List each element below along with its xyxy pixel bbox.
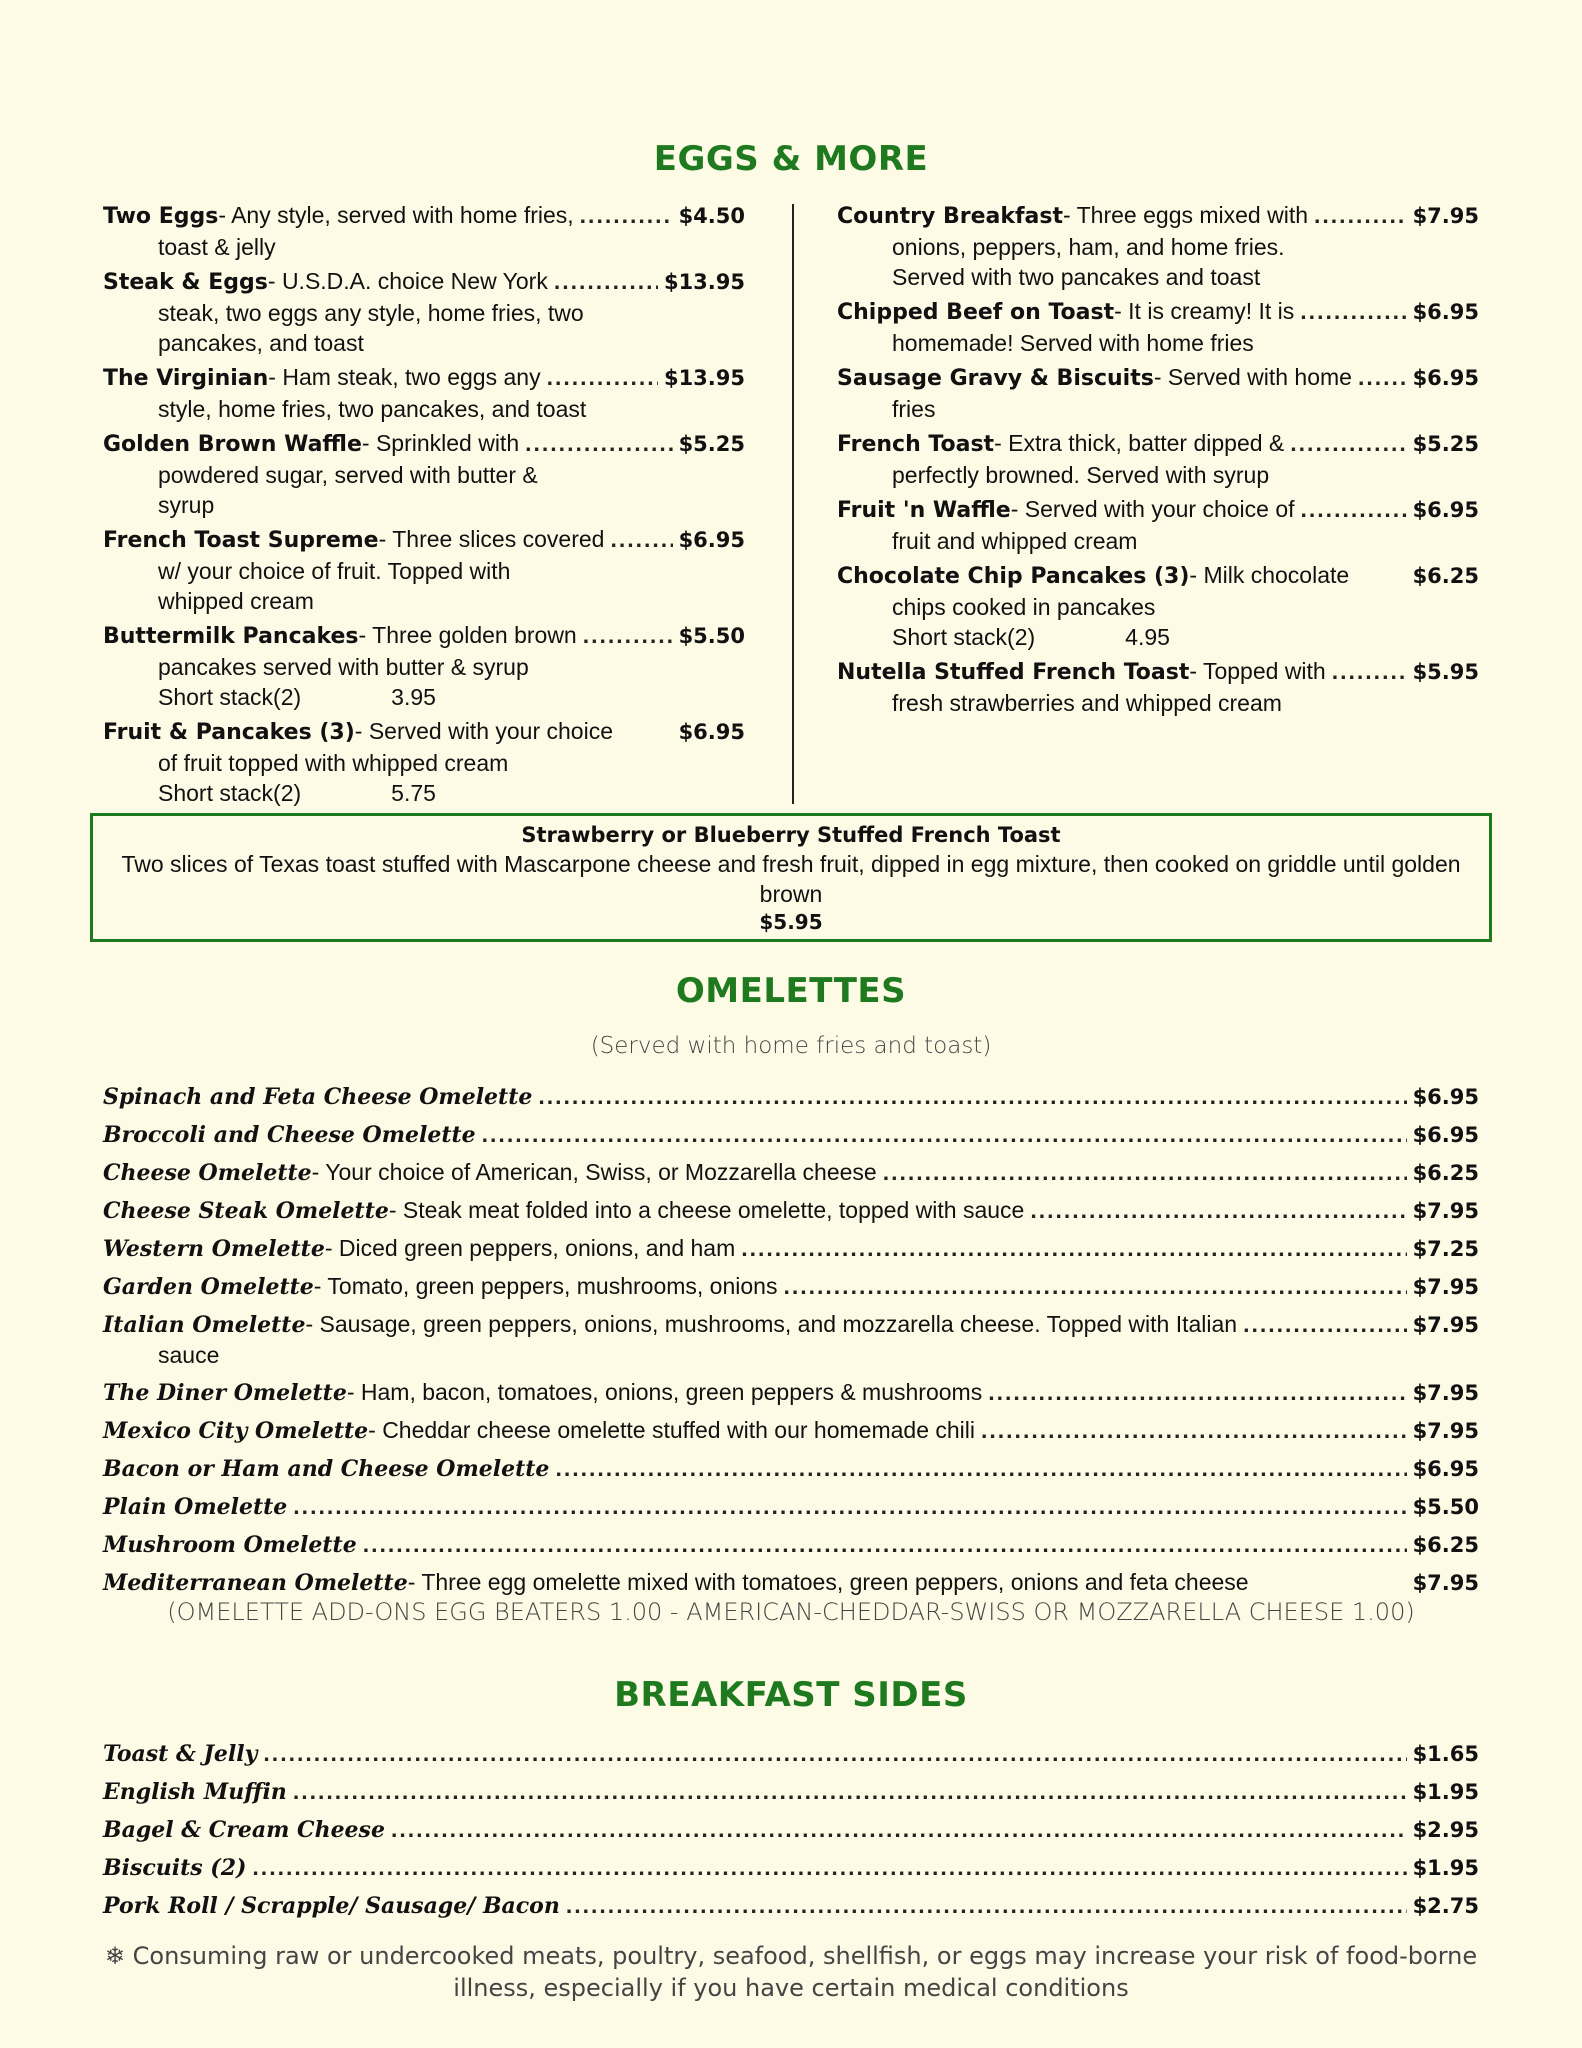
menu-item-name: Sausage Gravy & Biscuits — [837, 366, 1154, 391]
menu-item-description: - Served with your choice of — [1010, 496, 1295, 522]
menu-item-description-cont: syrup — [158, 492, 215, 518]
dot-leader — [741, 1233, 1406, 1263]
menu-item — [837, 428, 1479, 490]
featured-item-price: $5.95 — [759, 910, 823, 934]
omelette-description: - Your choice of American, Swiss, or Mozzarella cheese — [311, 1159, 877, 1185]
omelette-item — [103, 1309, 1479, 1370]
column-divider — [792, 204, 794, 804]
dot-leader — [988, 1377, 1406, 1407]
side-price: $2.95 — [1412, 1818, 1479, 1842]
dot-leader — [1301, 494, 1407, 524]
menu-item-description-cont: homemade! Served with home fries — [892, 330, 1254, 356]
dot-leader — [783, 1271, 1406, 1301]
omelette-item — [103, 1119, 1479, 1150]
menu-item-description: - Three golden brown — [358, 622, 577, 648]
menu-item-description: - Topped with — [1189, 658, 1326, 684]
omelette-price: $5.50 — [1412, 1495, 1479, 1519]
side-name: Biscuits (2) — [103, 1855, 247, 1881]
side-item — [103, 1852, 1479, 1883]
side-price: $2.75 — [1412, 1894, 1479, 1918]
menu-item-name: French Toast Supreme — [103, 528, 379, 553]
menu-item-name: Steak & Eggs — [103, 270, 268, 295]
menu-item-description-cont: onions, peppers, ham, and home fries. — [892, 234, 1285, 260]
menu-item-line — [103, 362, 745, 394]
omelette-name: Cheese Omelette — [103, 1160, 312, 1186]
menu-item-name: French Toast — [837, 432, 995, 457]
omelette-item-line — [103, 1415, 1479, 1446]
short-stack-line — [103, 682, 745, 712]
omelette-price: $7.95 — [1412, 1313, 1479, 1337]
omelette-description: - Three egg omelette mixed with tomatoes, green peppers, onions and feta cheese — [407, 1569, 1249, 1595]
menu-item — [837, 200, 1479, 292]
dot-leader — [580, 200, 673, 230]
omelette-addons-note: (OMELETTE ADD-ONS EGG BEATERS 1.00 - AMERICAN-CHEDDAR-SWISS OR MOZZARELLA CHEESE 1.00) — [167, 1598, 1415, 1626]
menu-item-description: - U.S.D.A. choice New York — [267, 268, 548, 294]
omelette-item — [103, 1453, 1479, 1484]
menu-item-price: $4.50 — [678, 204, 745, 228]
menu-item-line — [837, 296, 1479, 328]
dot-leader — [555, 1453, 1406, 1483]
omelette-name: Mexico City Omelette — [103, 1418, 369, 1444]
omelettes-list — [103, 1081, 1479, 1605]
dot-leader — [610, 524, 672, 554]
dot-leader — [538, 1081, 1406, 1111]
menu-item-line — [103, 524, 745, 556]
sides-list — [103, 1738, 1479, 1928]
menu-item-line — [103, 266, 745, 298]
menu-item — [837, 362, 1479, 424]
side-name: English Muffin — [103, 1779, 287, 1805]
featured-item-box — [90, 813, 1492, 942]
omelette-item-line — [103, 1491, 1479, 1522]
omelette-name: Spinach and Feta Cheese Omelette — [103, 1084, 533, 1110]
sides-section-title: BREAKFAST SIDES — [614, 1675, 968, 1715]
omelette-item-line — [103, 1529, 1479, 1560]
menu-item-description: - Three slices covered — [378, 526, 605, 552]
menu-item-description-cont: style, home fries, two pancakes, and toast — [158, 396, 587, 422]
dot-leader — [1243, 1309, 1406, 1339]
dot-leader — [1300, 296, 1406, 326]
omelette-item-line — [103, 1157, 1479, 1188]
omelette-price: $6.25 — [1412, 1161, 1479, 1185]
menu-item-line — [103, 716, 745, 748]
omelette-price: $7.95 — [1412, 1275, 1479, 1299]
omelette-price: $7.25 — [1412, 1237, 1479, 1261]
menu-item — [103, 428, 745, 520]
dot-leader — [554, 266, 658, 296]
side-price: $1.95 — [1412, 1780, 1479, 1804]
menu-item-price: $6.95 — [1412, 498, 1479, 522]
dot-leader — [391, 1814, 1407, 1844]
omelette-item-line — [103, 1195, 1479, 1226]
dot-leader — [1332, 656, 1407, 686]
omelette-item — [103, 1271, 1479, 1302]
menu-item — [837, 656, 1479, 718]
side-item-line — [103, 1738, 1479, 1769]
dot-leader — [252, 1852, 1406, 1882]
side-item-line — [103, 1814, 1479, 1845]
menu-item-description: - Sprinkled with — [361, 430, 520, 456]
dot-leader — [293, 1491, 1406, 1521]
menu-item-description-cont: Served with two pancakes and toast — [892, 264, 1261, 290]
menu-item — [103, 716, 745, 808]
side-item — [103, 1890, 1479, 1921]
menu-item-price: $13.95 — [663, 270, 745, 294]
omelette-item — [103, 1081, 1479, 1112]
side-item-line — [103, 1852, 1479, 1883]
omelette-item — [103, 1529, 1479, 1560]
featured-item-title: Strawberry or Blueberry Stuffed French Toast — [521, 823, 1061, 847]
omelette-description: - Tomato, green peppers, mushrooms, onions — [313, 1273, 778, 1299]
featured-item-description: Two slices of Texas toast stuffed with Mascarpone cheese and fresh fruit, dipped in egg mixture, then cooked on griddle until golden brown — [121, 851, 1461, 907]
side-price: $1.95 — [1412, 1856, 1479, 1880]
menu-item-name: Golden Brown Waffle — [103, 432, 362, 457]
menu-item-price: $5.95 — [1412, 660, 1479, 684]
menu-item-name: Fruit & Pancakes (3) — [103, 720, 355, 745]
omelette-description: - Sausage, green peppers, onions, mushrooms, and mozzarella cheese. Topped with Italian — [305, 1311, 1238, 1337]
omelettes-section-title: OMELETTES — [675, 971, 907, 1011]
omelette-item-line — [103, 1377, 1479, 1408]
omelette-item — [103, 1233, 1479, 1264]
menu-item — [103, 524, 745, 616]
menu-item-description: - Three eggs mixed with — [1063, 202, 1309, 228]
menu-item-price: $6.95 — [1412, 300, 1479, 324]
side-item-line — [103, 1890, 1479, 1921]
eggs-right-column — [837, 200, 1479, 722]
omelette-name: The Diner Omelette — [103, 1380, 347, 1406]
menu-item — [837, 560, 1479, 652]
short-stack-label: Short stack(2) — [158, 684, 302, 710]
menu-item-name: Chipped Beef on Toast — [837, 300, 1115, 325]
menu-item-description-cont: of fruit topped with whipped cream — [158, 750, 509, 776]
omelette-item — [103, 1491, 1479, 1522]
menu-item-line — [103, 200, 745, 232]
menu-item-description-cont: w/ your choice of fruit. Topped with — [158, 558, 511, 584]
menu-item-description: - Milk chocolate — [1189, 562, 1350, 588]
menu-item-price: $13.95 — [663, 366, 745, 390]
omelette-price: $6.95 — [1412, 1457, 1479, 1481]
omelette-item — [103, 1157, 1479, 1188]
omelette-description-cont: sauce — [158, 1342, 220, 1368]
dot-leader — [583, 620, 673, 650]
short-stack-price: 3.95 — [391, 684, 436, 710]
short-stack-price: 5.75 — [391, 780, 436, 806]
dot-leader — [525, 428, 672, 458]
menu-item-price: $5.25 — [1412, 432, 1479, 456]
omelette-name: Garden Omelette — [103, 1274, 314, 1300]
menu-item-description-cont: fruit and whipped cream — [892, 528, 1138, 554]
dot-leader — [482, 1119, 1407, 1149]
omelette-item — [103, 1195, 1479, 1226]
menu-item-price: $5.25 — [678, 432, 745, 456]
menu-item-description-cont: perfectly browned. Served with syrup — [892, 462, 1270, 488]
dot-leader — [547, 362, 658, 392]
menu-item-price: $6.25 — [1412, 564, 1479, 588]
menu-item-description-cont: whipped cream — [158, 588, 314, 614]
omelette-price: $7.95 — [1412, 1381, 1479, 1405]
omelette-price: $7.95 — [1412, 1419, 1479, 1443]
omelette-price: $7.95 — [1412, 1199, 1479, 1223]
menu-item — [103, 620, 745, 712]
menu-item-line — [837, 656, 1479, 688]
omelette-price: $6.95 — [1412, 1085, 1479, 1109]
omelette-description: - Cheddar cheese omelette stuffed with our homemade chili — [368, 1417, 975, 1443]
menu-item-name: Nutella Stuffed French Toast — [837, 660, 1190, 685]
short-stack-line — [837, 622, 1479, 652]
omelette-item-line — [103, 1233, 1479, 1264]
omelette-description: - Steak meat folded into a cheese omelette, topped with sauce — [388, 1197, 1025, 1223]
menu-item-description-cont: steak, two eggs any style, home fries, two — [158, 300, 584, 326]
menu-item-description-cont: toast & jelly — [158, 234, 276, 260]
menu-item-price: $6.95 — [1412, 366, 1479, 390]
menu-item-name: Two Eggs — [103, 204, 219, 229]
omelette-name: Mediterranean Omelette — [103, 1570, 408, 1596]
omelette-item-line — [103, 1081, 1479, 1112]
menu-item-name: Fruit 'n Waffle — [837, 498, 1011, 523]
menu-item-description: - Ham steak, two eggs any — [268, 364, 541, 390]
side-price: $1.65 — [1412, 1742, 1479, 1766]
dot-leader — [883, 1157, 1407, 1187]
menu-item-description-cont: pancakes, and toast — [158, 330, 364, 356]
omelette-item-line — [103, 1309, 1479, 1340]
omelette-item-line — [103, 1567, 1479, 1598]
omelette-name: Plain Omelette — [103, 1494, 288, 1520]
dot-leader — [981, 1415, 1407, 1445]
menu-item-description: - Served with home — [1153, 364, 1352, 390]
side-name: Bagel & Cream Cheese — [103, 1817, 385, 1843]
snowflake-icon: ❄ — [104, 1942, 125, 1970]
menu-item-description: - Extra thick, batter dipped & — [994, 430, 1285, 456]
menu-item — [837, 296, 1479, 358]
omelette-description: - Ham, bacon, tomatoes, onions, green peppers & mushrooms — [346, 1379, 983, 1405]
dot-leader — [566, 1890, 1407, 1920]
omelette-item — [103, 1415, 1479, 1446]
side-name: Pork Roll / Scrapple/ Sausage/ Bacon — [103, 1893, 560, 1919]
short-stack-label: Short stack(2) — [892, 624, 1036, 650]
omelette-name: Bacon or Ham and Cheese Omelette — [103, 1456, 550, 1482]
dot-leader — [1314, 200, 1407, 230]
short-stack-label: Short stack(2) — [158, 780, 302, 806]
menu-item-line — [103, 620, 745, 652]
omelette-item-line — [103, 1271, 1479, 1302]
eggs-section-title: EGGS & MORE — [653, 139, 929, 179]
dot-leader — [363, 1529, 1407, 1559]
menu-item-name: Buttermilk Pancakes — [103, 624, 359, 649]
menu-item-line — [103, 428, 745, 460]
dot-leader — [1030, 1195, 1406, 1225]
omelette-item — [103, 1377, 1479, 1408]
dot-leader — [1290, 428, 1406, 458]
omelette-name: Cheese Steak Omelette — [103, 1198, 389, 1224]
omelette-item — [103, 1567, 1479, 1598]
menu-item-description-cont: fries — [892, 396, 936, 422]
menu-item-description-cont: pancakes served with butter & syrup — [158, 654, 529, 680]
omelette-item-line — [103, 1119, 1479, 1150]
eggs-left-column — [103, 200, 745, 812]
menu-item-name: Country Breakfast — [837, 204, 1063, 229]
menu-item-line — [837, 494, 1479, 526]
omelette-name: Broccoli and Cheese Omelette — [103, 1122, 476, 1148]
food-safety-text: Consuming raw or undercooked meats, poultry, seafood, shellfish, or eggs may increase your risk of food-borne illness, especially if you have certain medical conditions — [132, 1942, 1478, 2002]
dot-leader — [1358, 362, 1407, 392]
menu-item-price: $6.95 — [678, 528, 745, 552]
menu-item-line — [837, 362, 1479, 394]
food-safety-note — [100, 1940, 1482, 2004]
side-item — [103, 1814, 1479, 1845]
menu-item-description: - Served with your choice — [354, 718, 613, 744]
menu-item-line — [837, 560, 1479, 592]
omelette-price: $6.95 — [1412, 1123, 1479, 1147]
menu-item-description-cont: fresh strawberries and whipped cream — [892, 690, 1282, 716]
side-item — [103, 1738, 1479, 1769]
dot-leader — [263, 1738, 1406, 1768]
omelette-name: Mushroom Omelette — [103, 1532, 357, 1558]
menu-item — [837, 494, 1479, 556]
menu-item — [103, 200, 745, 262]
menu-item-description-cont: powdered sugar, served with butter & — [158, 462, 538, 488]
short-stack-price: 4.95 — [1125, 624, 1170, 650]
omelette-name: Western Omelette — [103, 1236, 325, 1262]
menu-item-price: $7.95 — [1412, 204, 1479, 228]
menu-item — [103, 266, 745, 358]
omelette-item-line — [103, 1453, 1479, 1484]
dot-leader — [293, 1776, 1407, 1806]
side-name: Toast & Jelly — [103, 1741, 258, 1767]
menu-item-name: The Virginian — [103, 366, 269, 391]
menu-item — [103, 362, 745, 424]
menu-item-description-cont: chips cooked in pancakes — [892, 594, 1156, 620]
omelette-name: Italian Omelette — [103, 1312, 306, 1338]
short-stack-line — [103, 778, 745, 808]
menu-item-description: - It is creamy! It is — [1114, 298, 1295, 324]
menu-item-line — [837, 428, 1479, 460]
side-item — [103, 1776, 1479, 1807]
menu-item-price: $6.95 — [678, 720, 745, 744]
menu-item-name: Chocolate Chip Pancakes (3) — [837, 564, 1190, 589]
menu-item-description: - Any style, served with home fries, — [218, 202, 574, 228]
omelette-price: $6.25 — [1412, 1533, 1479, 1557]
menu-item-line — [837, 200, 1479, 232]
omelettes-subtitle: (Served with home fries and toast) — [590, 1033, 992, 1059]
menu-item-price: $5.50 — [678, 624, 745, 648]
omelette-price: $7.95 — [1412, 1571, 1479, 1595]
omelette-description: - Diced green peppers, onions, and ham — [324, 1235, 736, 1261]
side-item-line — [103, 1776, 1479, 1807]
